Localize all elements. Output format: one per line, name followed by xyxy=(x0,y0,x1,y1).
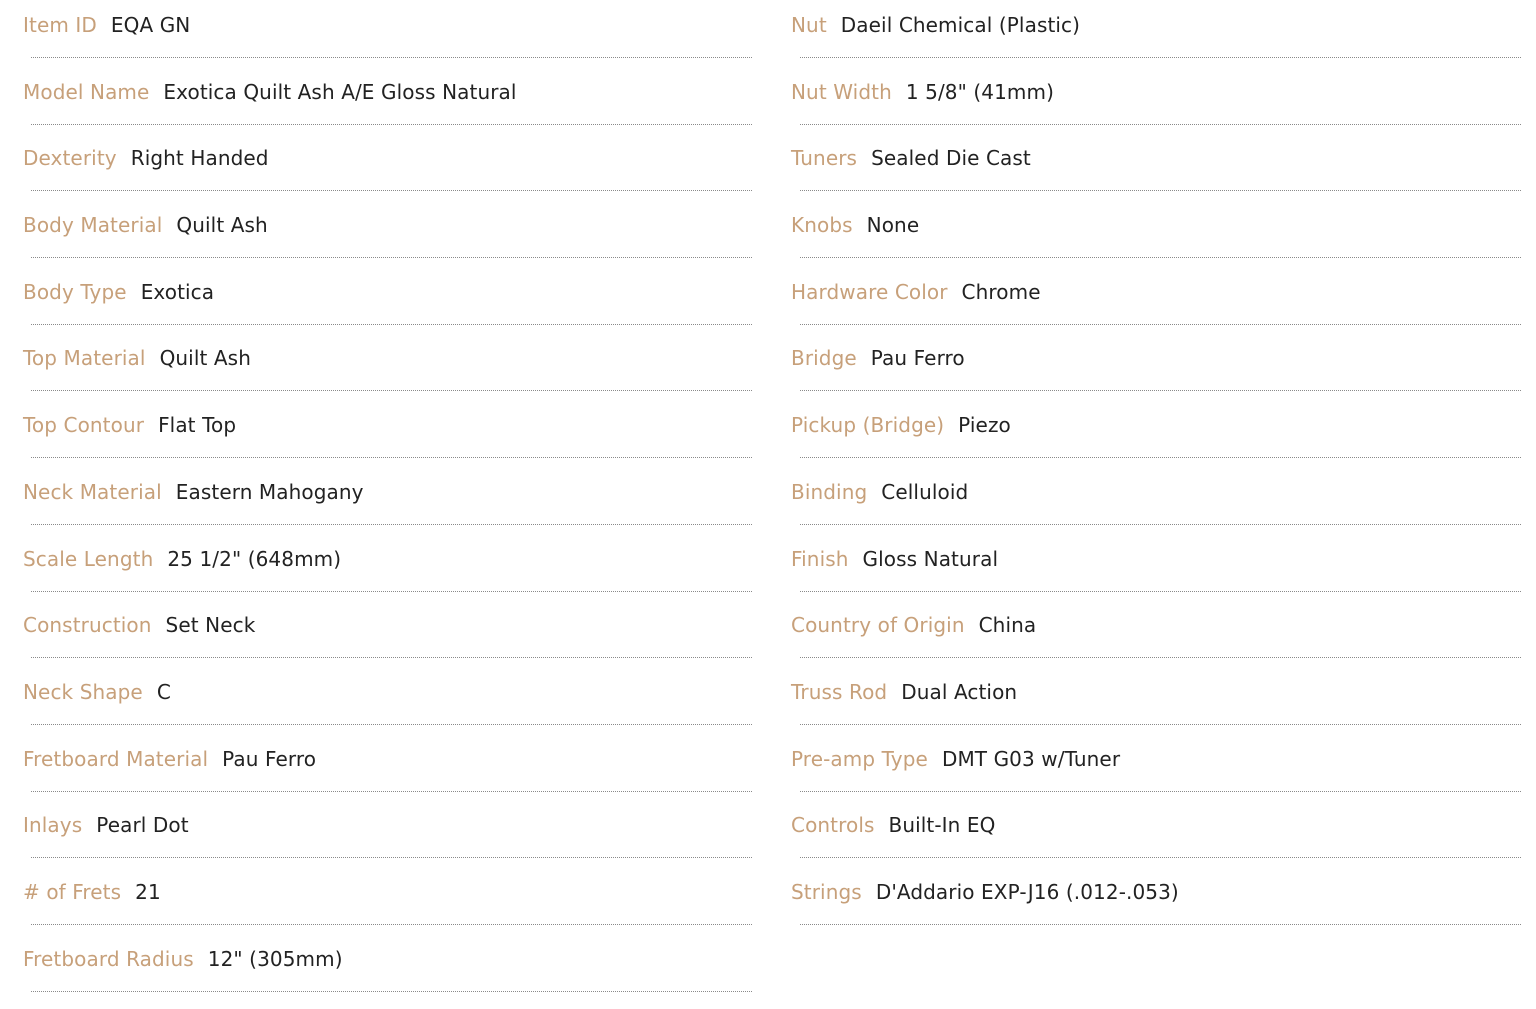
spec-label: Body Material xyxy=(23,213,163,238)
spec-text xyxy=(791,811,996,839)
row-divider xyxy=(31,190,752,191)
spec-value: None xyxy=(866,213,920,238)
row-divider xyxy=(800,724,1521,725)
spec-value: Dual Action xyxy=(901,679,1018,704)
spec-label: Nut Width xyxy=(791,79,892,104)
spec-text xyxy=(23,78,517,106)
spec-label: Controls xyxy=(791,813,875,838)
spec-row xyxy=(0,267,752,334)
spec-text xyxy=(23,678,171,706)
spec-row xyxy=(769,800,1521,867)
spec-row xyxy=(0,467,752,534)
row-divider xyxy=(800,324,1521,325)
row-divider xyxy=(31,457,752,458)
spec-text xyxy=(791,411,1011,439)
spec-value: Pau Ferro xyxy=(222,746,317,771)
spec-text xyxy=(23,11,190,39)
spec-label: Scale Length xyxy=(23,546,154,571)
row-divider xyxy=(800,857,1521,858)
row-divider xyxy=(800,457,1521,458)
row-divider xyxy=(31,57,752,58)
spec-text xyxy=(23,611,255,639)
spec-value: Sealed Die Cast xyxy=(871,146,1031,171)
spec-label: Model Name xyxy=(23,79,150,104)
spec-row xyxy=(769,67,1521,134)
spec-value: 12" (305mm) xyxy=(207,946,343,971)
spec-value: Quilt Ash xyxy=(159,346,251,371)
row-divider xyxy=(31,324,752,325)
spec-text xyxy=(23,144,269,172)
spec-text xyxy=(23,278,214,306)
row-divider xyxy=(800,124,1521,125)
spec-label: Item ID xyxy=(23,13,97,37)
spec-value: D'Addario EXP-J16 (.012-.053) xyxy=(875,879,1179,904)
spec-label: Pickup (Bridge) xyxy=(791,413,945,438)
spec-label: Pre-amp Type xyxy=(791,746,928,771)
spec-label: Finish xyxy=(791,546,849,571)
spec-text xyxy=(791,278,1041,306)
spec-text xyxy=(23,811,189,839)
row-divider xyxy=(800,57,1521,58)
spec-value: Exotica Quilt Ash A/E Gloss Natural xyxy=(163,79,517,104)
spec-value: 1 5/8" (41mm) xyxy=(905,79,1054,104)
spec-label: Tuners xyxy=(791,146,858,171)
spec-row xyxy=(0,400,752,467)
row-divider xyxy=(31,257,752,258)
spec-label: Fretboard Radius xyxy=(23,946,194,971)
row-divider xyxy=(800,524,1521,525)
spec-text xyxy=(23,211,268,239)
spec-row xyxy=(769,600,1521,667)
row-divider xyxy=(31,857,752,858)
specs-left-column xyxy=(0,0,752,1000)
spec-text xyxy=(791,344,965,372)
spec-value: EQA GN xyxy=(110,13,191,37)
spec-text xyxy=(791,678,1017,706)
spec-text xyxy=(791,745,1120,773)
spec-row xyxy=(769,467,1521,534)
spec-label: Truss Rod xyxy=(791,679,888,704)
row-divider xyxy=(31,657,752,658)
spec-row xyxy=(769,667,1521,734)
spec-label: Top Material xyxy=(23,346,146,371)
spec-label: Construction xyxy=(23,613,152,638)
spec-value: Exotica xyxy=(140,279,215,304)
spec-row xyxy=(0,200,752,267)
spec-label: # of Frets xyxy=(23,879,122,904)
spec-label: Top Contour xyxy=(23,413,145,438)
spec-row xyxy=(769,0,1521,67)
spec-text xyxy=(791,478,968,506)
row-divider xyxy=(800,390,1521,391)
spec-label: Neck Shape xyxy=(23,679,143,704)
spec-value: Daeil Chemical (Plastic) xyxy=(840,13,1081,37)
spec-text xyxy=(23,411,236,439)
spec-row xyxy=(769,133,1521,200)
spec-label: Binding xyxy=(791,479,868,504)
spec-label: Strings xyxy=(791,879,862,904)
row-divider xyxy=(31,724,752,725)
spec-row xyxy=(769,200,1521,267)
spec-row xyxy=(0,0,752,67)
spec-label: Fretboard Material xyxy=(23,746,209,771)
spec-text xyxy=(791,144,1031,172)
spec-value: C xyxy=(156,679,171,704)
spec-row xyxy=(0,734,752,801)
spec-label: Neck Material xyxy=(23,479,162,504)
spec-value: Quilt Ash xyxy=(176,213,268,238)
spec-text xyxy=(23,745,316,773)
spec-value: China xyxy=(978,613,1037,638)
spec-row xyxy=(769,534,1521,601)
spec-row xyxy=(769,333,1521,400)
spec-row xyxy=(769,267,1521,334)
row-divider xyxy=(800,190,1521,191)
spec-row xyxy=(0,667,752,734)
specs-right-column xyxy=(769,0,1521,934)
row-divider xyxy=(31,791,752,792)
spec-text xyxy=(23,344,251,372)
spec-row xyxy=(0,934,752,1001)
spec-value: 25 1/2" (648mm) xyxy=(167,546,342,571)
spec-label: Country of Origin xyxy=(791,613,965,638)
spec-text xyxy=(791,878,1179,906)
spec-value: Piezo xyxy=(958,413,1011,438)
spec-value: Gloss Natural xyxy=(862,546,999,571)
spec-row xyxy=(769,734,1521,801)
spec-value: Pau Ferro xyxy=(870,346,965,371)
spec-row xyxy=(0,867,752,934)
spec-label: Knobs xyxy=(791,213,853,238)
spec-value: Flat Top xyxy=(158,413,237,438)
row-divider xyxy=(800,257,1521,258)
row-divider xyxy=(31,591,752,592)
spec-text xyxy=(23,945,343,973)
row-divider xyxy=(800,924,1521,925)
spec-text xyxy=(791,11,1080,39)
spec-label: Nut xyxy=(791,13,827,37)
row-divider xyxy=(31,124,752,125)
spec-value: Pearl Dot xyxy=(96,813,189,838)
spec-row xyxy=(769,867,1521,934)
spec-value: DMT G03 w/Tuner xyxy=(941,746,1121,771)
spec-label: Inlays xyxy=(23,813,83,838)
row-divider xyxy=(800,657,1521,658)
spec-row xyxy=(0,534,752,601)
spec-text xyxy=(23,545,341,573)
spec-row xyxy=(0,600,752,667)
spec-text xyxy=(791,611,1036,639)
spec-row xyxy=(0,67,752,134)
spec-text xyxy=(23,478,364,506)
spec-label: Hardware Color xyxy=(791,279,948,304)
spec-text xyxy=(23,878,161,906)
spec-row xyxy=(769,400,1521,467)
spec-row xyxy=(0,333,752,400)
spec-value: 21 xyxy=(135,879,161,904)
row-divider xyxy=(800,591,1521,592)
spec-text xyxy=(791,211,919,239)
spec-value: Eastern Mahogany xyxy=(175,479,364,504)
spec-label: Body Type xyxy=(23,279,127,304)
spec-label: Bridge xyxy=(791,346,857,371)
row-divider xyxy=(800,791,1521,792)
spec-row xyxy=(0,133,752,200)
spec-text xyxy=(791,545,998,573)
row-divider xyxy=(31,524,752,525)
row-divider xyxy=(31,390,752,391)
row-divider xyxy=(31,924,752,925)
spec-value: Built-In EQ xyxy=(888,813,996,838)
spec-value: Celluloid xyxy=(881,479,969,504)
spec-value: Set Neck xyxy=(165,613,256,638)
spec-value: Chrome xyxy=(961,279,1041,304)
spec-value: Right Handed xyxy=(130,146,269,171)
spec-label: Dexterity xyxy=(23,146,117,171)
spec-text xyxy=(791,78,1054,106)
spec-row xyxy=(0,800,752,867)
row-divider xyxy=(31,991,752,992)
